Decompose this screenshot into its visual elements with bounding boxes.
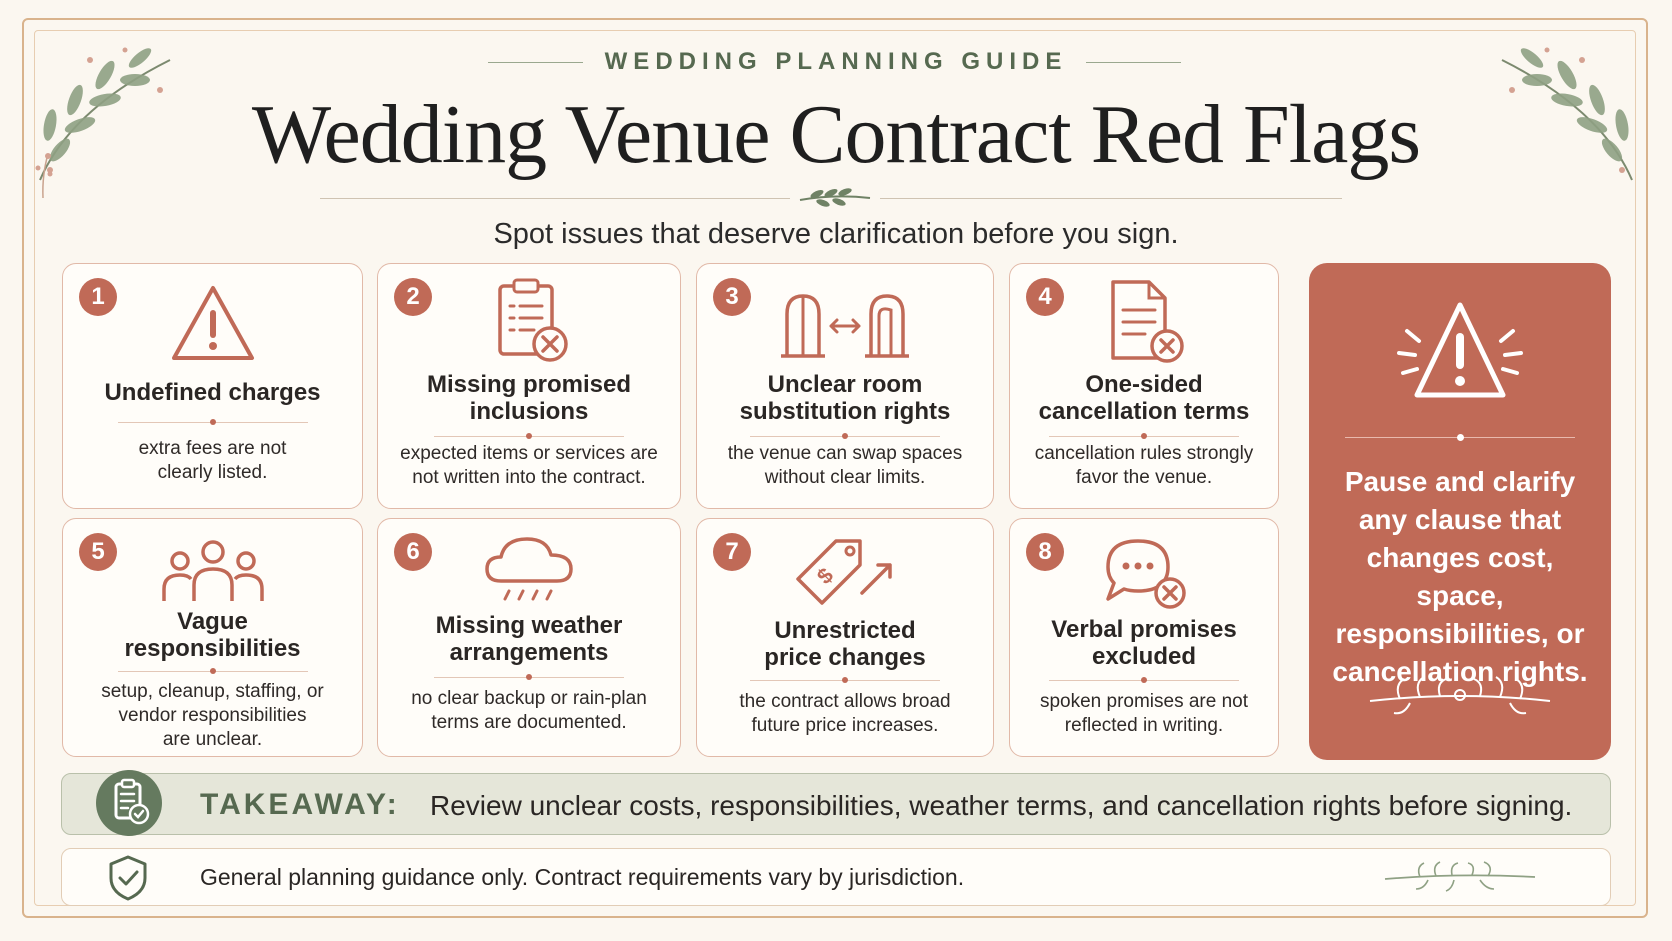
card-number-badge: 4: [1026, 278, 1064, 316]
card-title: Missing promised inclusions: [426, 371, 632, 425]
card-number-badge: 7: [713, 533, 751, 571]
flag-card-room-substitution: [696, 263, 994, 509]
svg-text:$: $: [811, 562, 839, 590]
card-number-badge: 8: [1026, 533, 1064, 571]
card-title: Verbal promises excluded: [1051, 616, 1237, 670]
card-divider-dot: [210, 419, 216, 425]
warning-alert-icon: [1385, 297, 1535, 407]
card-description: expected items or services are not written into the contract.: [400, 443, 658, 488]
disclaimer-text: General planning guidance only. Contract requirements vary by jurisdiction.: [200, 864, 965, 890]
takeaway-bar: [61, 773, 1611, 835]
card-divider-dot: [842, 433, 848, 439]
document-x-icon: [1010, 276, 1278, 371]
card-description: extra fees are not clearly listed.: [138, 438, 287, 483]
flag-card-undefined-charges: [62, 263, 363, 509]
card-divider-dot: [210, 668, 216, 674]
card-number-badge: 6: [394, 533, 432, 571]
callout-divider-dot: [1457, 434, 1464, 441]
takeaway-label: TAKEAWAY:: [200, 788, 400, 821]
title-rule-right: [880, 198, 1342, 199]
flag-card-missing-inclusions: [377, 263, 681, 509]
eyebrow-label: WEDDING PLANNING GUIDE: [604, 48, 1068, 75]
card-description: setup, cleanup, staffing, or vendor responsibilities are unclear.: [101, 681, 324, 750]
card-divider-dot: [526, 674, 532, 680]
floral-flourish-icon: [1360, 671, 1560, 721]
callout-message: Pause and clarify any clause that changes cost, space, responsibilities, or cancellation rights.: [1332, 466, 1588, 687]
price-tag-up-icon: [697, 531, 993, 626]
page-subtitle: Spot issues that deserve clarification before you sign.: [493, 218, 1179, 250]
card-description: no clear backup or rain-plan terms are documented.: [411, 688, 647, 733]
card-title: Vague responsibilities: [124, 608, 301, 662]
people-group-icon: [63, 537, 362, 612]
speech-bubble-x-icon: [1010, 533, 1278, 618]
title-rule-left: [320, 198, 790, 199]
card-description: the venue can swap spaces without clear limits.: [727, 443, 963, 488]
page-title: Wedding Venue Contract Red Flags: [251, 88, 1421, 181]
callout-panel: [1309, 263, 1611, 760]
sprig-flourish-icon: [1380, 861, 1540, 895]
sprig-divider-icon: [795, 186, 875, 210]
card-number-badge: 3: [713, 278, 751, 316]
card-divider-dot: [1141, 677, 1147, 683]
card-title: Unclear room substitution rights: [739, 371, 951, 425]
card-number-badge: 1: [79, 278, 117, 316]
flag-card-cancellation-terms: [1009, 263, 1279, 509]
rain-cloud-icon: [378, 533, 680, 618]
card-title: Undefined charges: [104, 379, 321, 406]
card-number-badge: 2: [394, 278, 432, 316]
flag-card-weather-arrangements: [377, 518, 681, 757]
card-description: cancellation rules strongly favor the venue.: [1034, 443, 1254, 488]
card-description: spoken promises are not reflected in writing.: [1039, 691, 1249, 736]
card-divider-dot: [526, 433, 532, 439]
flag-card-vague-responsibilities: [62, 518, 363, 757]
clipboard-check-icon: [96, 770, 162, 836]
flag-card-verbal-promises: [1009, 518, 1279, 757]
flag-card-price-changes: [696, 518, 994, 757]
doors-swap-icon: [697, 290, 993, 365]
card-title: Missing weather arrangements: [435, 612, 623, 666]
card-title: Unrestricted price changes: [764, 617, 926, 671]
bottom-left-sprig-icon: [28, 150, 58, 200]
card-number-badge: 5: [79, 533, 117, 571]
warning-triangle-icon: [63, 282, 362, 371]
card-divider-dot: [1141, 433, 1147, 439]
clipboard-x-icon: [378, 276, 680, 371]
card-description: the contract allows broad future price increases.: [739, 691, 951, 736]
card-divider-dot: [842, 677, 848, 683]
takeaway-text: Review unclear costs, responsibilities, weather terms, and cancellation rights before signing.: [430, 790, 1573, 821]
disclaimer-bar: [61, 848, 1611, 906]
shield-check-icon: [106, 854, 150, 907]
card-title: One-sided cancellation terms: [1038, 371, 1250, 425]
